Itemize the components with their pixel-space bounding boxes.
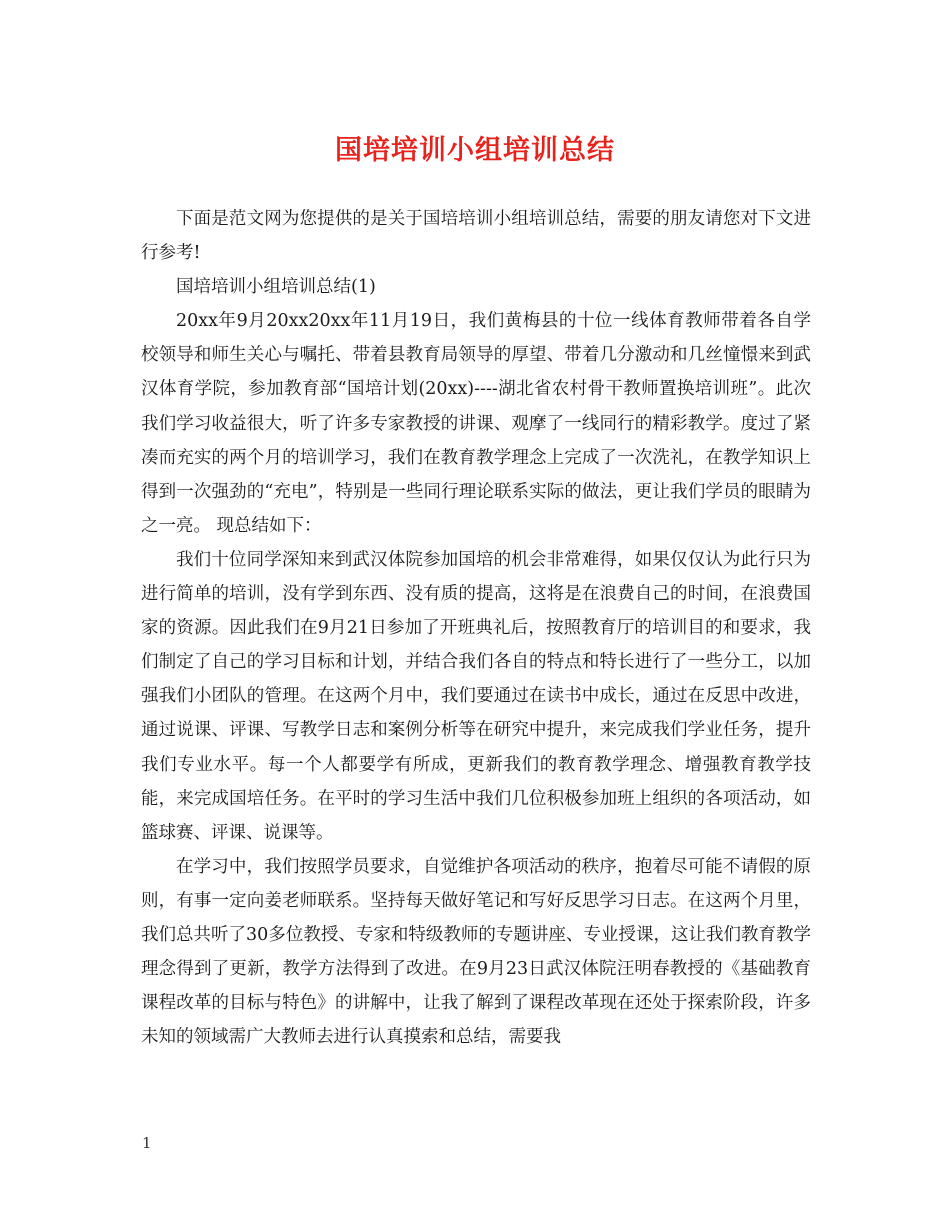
document-title: 国培培训小组培训总结 [335,135,615,166]
document-body [141,202,811,1054]
paragraph-goals: 我们十位同学深知来到武汉体院参加国培的机会非常难得，如果仅仅认为此行只为进行简单的培训，没有学到东西、没有质的提高，这将是在浪费自己的时间，在浪费国家的资源。因此我们在9月21日参加了开班典礼后，按照教育厅的培训目的和要求，我们制定了自己的学习目标和计划，并结合我们各自的特点和特长进行了一些分工，以加强我们小团队的管理。在这两个月中，我们要通过在读书中成长，通过在反思中改进，通过说课、评课、写教学日志和案例分析等在研究中提升，来完成我们学业任务，提升我们专业水平。每一个人都要学有所成，更新我们的教育教学理念、增强教育教学技能，来完成国培任务。在平时的学习生活中我们几位积极参加班上组织的各项活动，如篮球赛、评课、说课等。 [141,549,811,843]
paragraph-intro: 下面是范文网为您提供的是关于国培培训小组培训总结，需要的朋友请您对下文进行参考! [141,209,811,264]
paragraph-background: 20xx年9月20xx20xx年11月19日，我们黄梅县的十位一线体育教师带着各自学校领导和师生关心与嘱托、带着县教育局领导的厚望、带着几分激动和几丝憧憬来到武汉体育学院，参加教育部“国培计划(20xx)----湖北省农村骨干教师置换培训班”。此次我们学习收益很大，听了许多专家教授的讲课、观摩了一线同行的精彩教学。度过了紧凑而充实的两个月的培训学习，我们在教育教学理念上完成了一次洗礼，在教学知识上得到一次强劲的“充电”，特别是一些同行理论联系实际的做法，更让我们学员的眼睛为之一亮。 现总结如下： [141,311,811,536]
page-number: 1 [142,1134,152,1152]
paragraph-learning: 在学习中，我们按照学员要求，自觉维护各项活动的秩序，抱着尽可能不请假的原则，有事一定向姜老师联系。坚持每天做好笔记和写好反思学习日志。在这两个月里，我们总共听了30多位教授、专家和特级教师的专题讲座、专业授课，这让我们教育教学理念得到了更新，教学方法得到了改进。在9月23日武汉体院汪明春教授的《基础教育课程改革的目标与特色》的讲解中，让我了解到了课程改革现在还处于探索阶段，许多未知的领域需广大教师去进行认真摸索和总结，需要我 [141,856,811,1048]
paragraph-subtitle: 国培培训小组培训总结(1) [176,277,376,298]
